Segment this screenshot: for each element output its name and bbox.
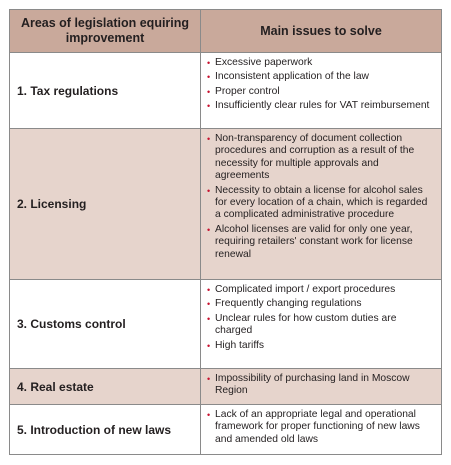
- row-issues: [201, 53, 441, 128]
- bullet-icon: •: [207, 72, 211, 83]
- bullet-icon: •: [207, 185, 211, 196]
- list-item: • Complicated import / export procedures: [207, 284, 396, 295]
- list-item: • Necessity to obtain a license for alcohol sales for every location of a chain, which is regarded a complicated administrative procedure: [207, 184, 428, 221]
- list-item: • Insufficiently clear rules for VAT reimbursement: [207, 100, 430, 112]
- bullet-icon: •: [207, 340, 211, 351]
- row-issues: [201, 280, 441, 368]
- table-row: [10, 279, 441, 368]
- list-item: • Inconsistent application of the law: [207, 71, 369, 83]
- list-item: • Non-transparency of document collection procedures and corruption as a result of the necessity for multiple approvals and agreements: [207, 133, 415, 182]
- bullet-icon: •: [207, 101, 211, 112]
- row-area-label: 5. Introduction of new laws: [10, 405, 201, 454]
- row-area-label: 4. Real estate: [10, 369, 201, 404]
- row-issues: [201, 369, 441, 404]
- row-area-label: 3. Customs control: [10, 280, 201, 368]
- list-item: • Proper control: [207, 85, 280, 97]
- legislation-issues-table: [9, 9, 442, 455]
- row-area-label: 2. Licensing: [10, 129, 201, 279]
- header-areas: Areas of legislation equiring improvement: [10, 10, 201, 52]
- bullet-icon: •: [207, 86, 211, 97]
- list-item: • Lack of an appropriate legal and operational framework for proper functioning of new laws and amended old laws: [207, 409, 420, 445]
- row-area-label: 1. Tax regulations: [10, 53, 201, 128]
- bullet-icon: •: [207, 374, 211, 384]
- table-row: [10, 52, 441, 128]
- bullet-icon: •: [207, 134, 211, 144]
- table-row: [10, 404, 441, 454]
- bullet-icon: •: [207, 299, 211, 310]
- row-issues: [201, 405, 441, 454]
- table-row: [10, 368, 441, 404]
- list-item: • Impossibility of purchasing land in Moscow Region: [207, 373, 410, 397]
- header-issues: Main issues to solve: [260, 23, 382, 38]
- list-item: • Excessive paperwork: [207, 57, 313, 68]
- bullet-icon: •: [207, 410, 211, 420]
- list-item: • High tariffs: [207, 339, 265, 351]
- bullet-icon: •: [207, 224, 211, 235]
- table-row: [10, 128, 441, 279]
- list-item: • Frequently changing regulations: [207, 298, 362, 310]
- bullet-icon: •: [207, 285, 211, 295]
- table-header-row: [10, 10, 441, 52]
- list-item: • Unclear rules for how custom duties are charged: [207, 312, 397, 337]
- list-item: • Alcohol licenses are valid for only one year, requiring retailers' constant work for license renewal: [207, 223, 413, 260]
- row-issues: [201, 129, 441, 279]
- bullet-icon: •: [207, 58, 211, 68]
- bullet-icon: •: [207, 313, 211, 324]
